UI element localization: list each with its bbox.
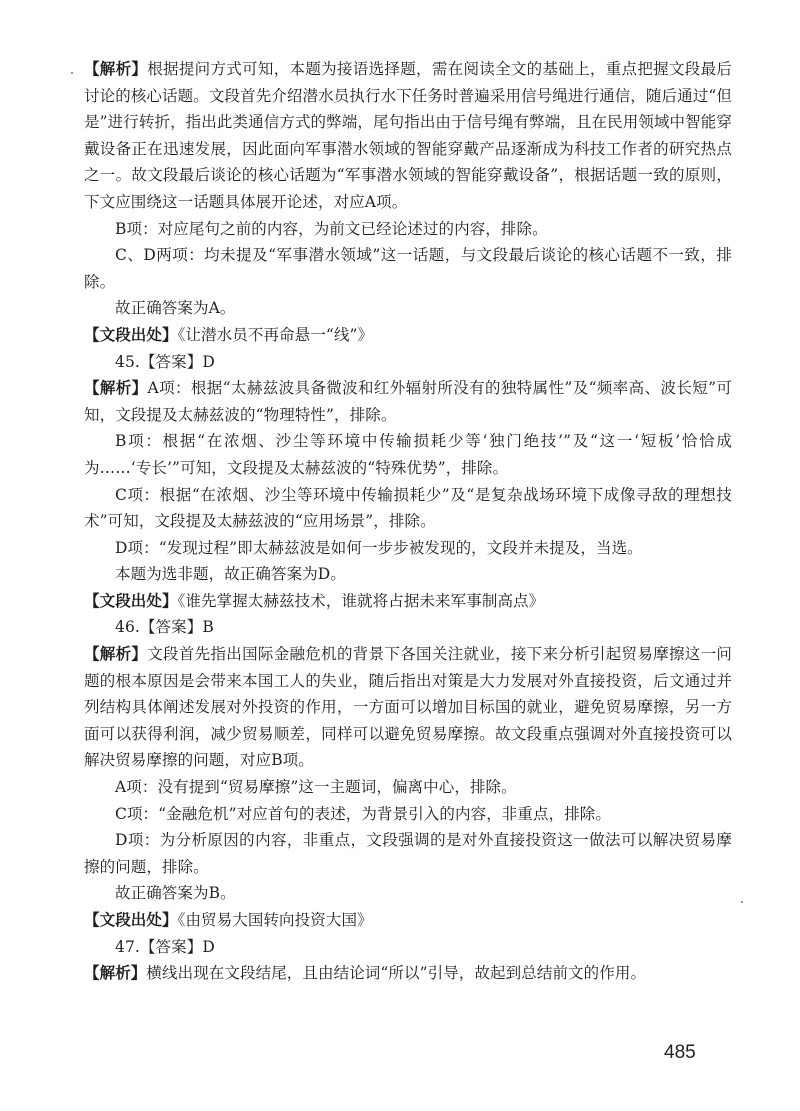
paragraph-text: B项：对应尾句之前的内容，为前文已经论述过的内容，排除。 — [115, 219, 548, 238]
paragraph-text: 横线出现在文段结尾，且由结论词“所以”引导，故起到总结前文的作用。 — [146, 964, 647, 983]
section-tag: 【文段出处】 — [84, 911, 178, 929]
paragraph-6 — [84, 375, 732, 428]
paragraph-10 — [84, 561, 732, 588]
paragraph-15 — [84, 801, 732, 828]
paragraph-text: A项：根据“太赫兹波具备微波和红外辐射所没有的独特属性”及“频率高、波长短”可知，文段提及太赫兹波的“物理特性”，排除。 — [84, 379, 732, 424]
document-body — [84, 56, 732, 987]
paragraph-13 — [84, 641, 732, 774]
paragraph-19 — [84, 934, 732, 961]
paragraph-8 — [84, 482, 732, 535]
paragraph-1 — [84, 216, 732, 243]
scan-speck — [741, 901, 743, 903]
paragraph-16 — [84, 827, 732, 880]
paragraph-7 — [84, 428, 732, 481]
paragraph-2 — [84, 242, 732, 295]
section-tag: 【文段出处】 — [84, 325, 178, 344]
paragraph-14 — [84, 774, 732, 801]
paragraph-text: 《由贸易大国转向投资大国》 — [177, 911, 373, 929]
paragraph-0 — [84, 56, 732, 216]
paragraph-9 — [84, 535, 732, 562]
paragraph-text: 故正确答案为A。 — [115, 299, 236, 318]
paragraph-text: C项：“金融危机”对应首句的表述，为背景引入的内容，非重点，排除。 — [115, 804, 612, 823]
paragraph-text: D项：为分析原因的内容，非重点，文段强调的是对外直接投资这一做法可以解决贸易摩擦的问题，排除。 — [84, 831, 732, 876]
paragraph-text: 本题为选非题，故正确答案为D。 — [115, 565, 346, 584]
paragraph-text: 故正确答案为B。 — [115, 884, 236, 903]
scan-speck — [71, 72, 73, 74]
paragraph-text: 文段首先指出国际金融危机的背景下各国关注就业，接下来分析引起贸易摩擦这一问题的根本原因是会带来本国工人的失业，随后指出对策是大力发展对外直接投资，后文通过并列结构具体阐述发展对外投资的作用，一方面可以增加目标国的就业，避免贸易摩擦，另一方面可以获得利润，减少贸易顺差，同样可以避免贸易摩擦。故文段重点强调对外直接投资可以解决贸易摩擦的问题，对应B项。 — [84, 645, 733, 770]
paragraph-text: D项：“发现过程”即太赫兹波是如何一步步被发现的，文段并未提及，当选。 — [115, 538, 643, 557]
paragraph-11 — [84, 588, 732, 615]
paragraph-text: C项：根据“在浓烟、沙尘等环境中传输损耗少”及“是复杂战场环境下成像寻敌的理想技术”可知，文段提及太赫兹波的“应用场景”，排除。 — [84, 485, 732, 531]
paragraph-17 — [84, 880, 732, 907]
paragraph-text: 《让潜水员不再命悬一“线”》 — [177, 325, 374, 344]
section-tag: 【解析】 — [84, 379, 148, 398]
paragraph-text: 《谁先掌握太赫兹技术，谁就将占据未来军事制高点》 — [177, 591, 545, 610]
paragraph-20 — [84, 960, 732, 987]
answer-heading: 45.【答案】D — [115, 352, 215, 371]
paragraph-12 — [84, 614, 732, 641]
section-tag: 【文段出处】 — [84, 591, 178, 610]
paragraph-18 — [84, 907, 732, 934]
section-tag: 【解析】 — [84, 60, 148, 78]
answer-heading: 47.【答案】D — [115, 937, 215, 956]
paragraph-text: B项：根据“在浓烟、沙尘等环境中传输损耗少等‘独门绝技’”及“这一‘短板’恰恰成为……‘专长’”可知，文段提及太赫兹波的“特殊优势”，排除。 — [84, 432, 732, 477]
paragraph-text: C、D两项：均未提及“军事潜水领域”这一话题，与文段最后谈论的核心话题不一致，排除。 — [84, 246, 732, 291]
page-number: 485 — [664, 1042, 696, 1063]
paragraph-text: A项：没有提到“贸易摩擦”这一主题词，偏离中心，排除。 — [115, 778, 517, 797]
paragraph-text: 根据提问方式可知，本题为接语选择题，需在阅读全文的基础上，重点把握文段最后讨论的核心话题。文段首先介绍潜水员执行水下任务时普遍采用信号绳进行通信，随后通过“但是”进行转折，指出此类通信方式的弊端，尾句指出由于信号绳有弊端，且在民用领域中智能穿戴设备正在迅速发展，因此面向军事潜水领域的智能穿戴产品逐渐成为科技工作者的研究热点之一。故文段最后谈论的核心话题为“军事潜水领域的智能穿戴设备”，根据话题一致的原则，下文应围绕这一话题具体展开论述，对应A项。 — [84, 60, 733, 211]
paragraph-4 — [84, 322, 732, 349]
paragraph-5 — [84, 349, 732, 376]
section-tag: 【解析】 — [84, 964, 147, 983]
paragraph-3 — [84, 295, 732, 322]
answer-heading: 46.【答案】B — [115, 618, 214, 637]
section-tag: 【解析】 — [84, 645, 148, 664]
